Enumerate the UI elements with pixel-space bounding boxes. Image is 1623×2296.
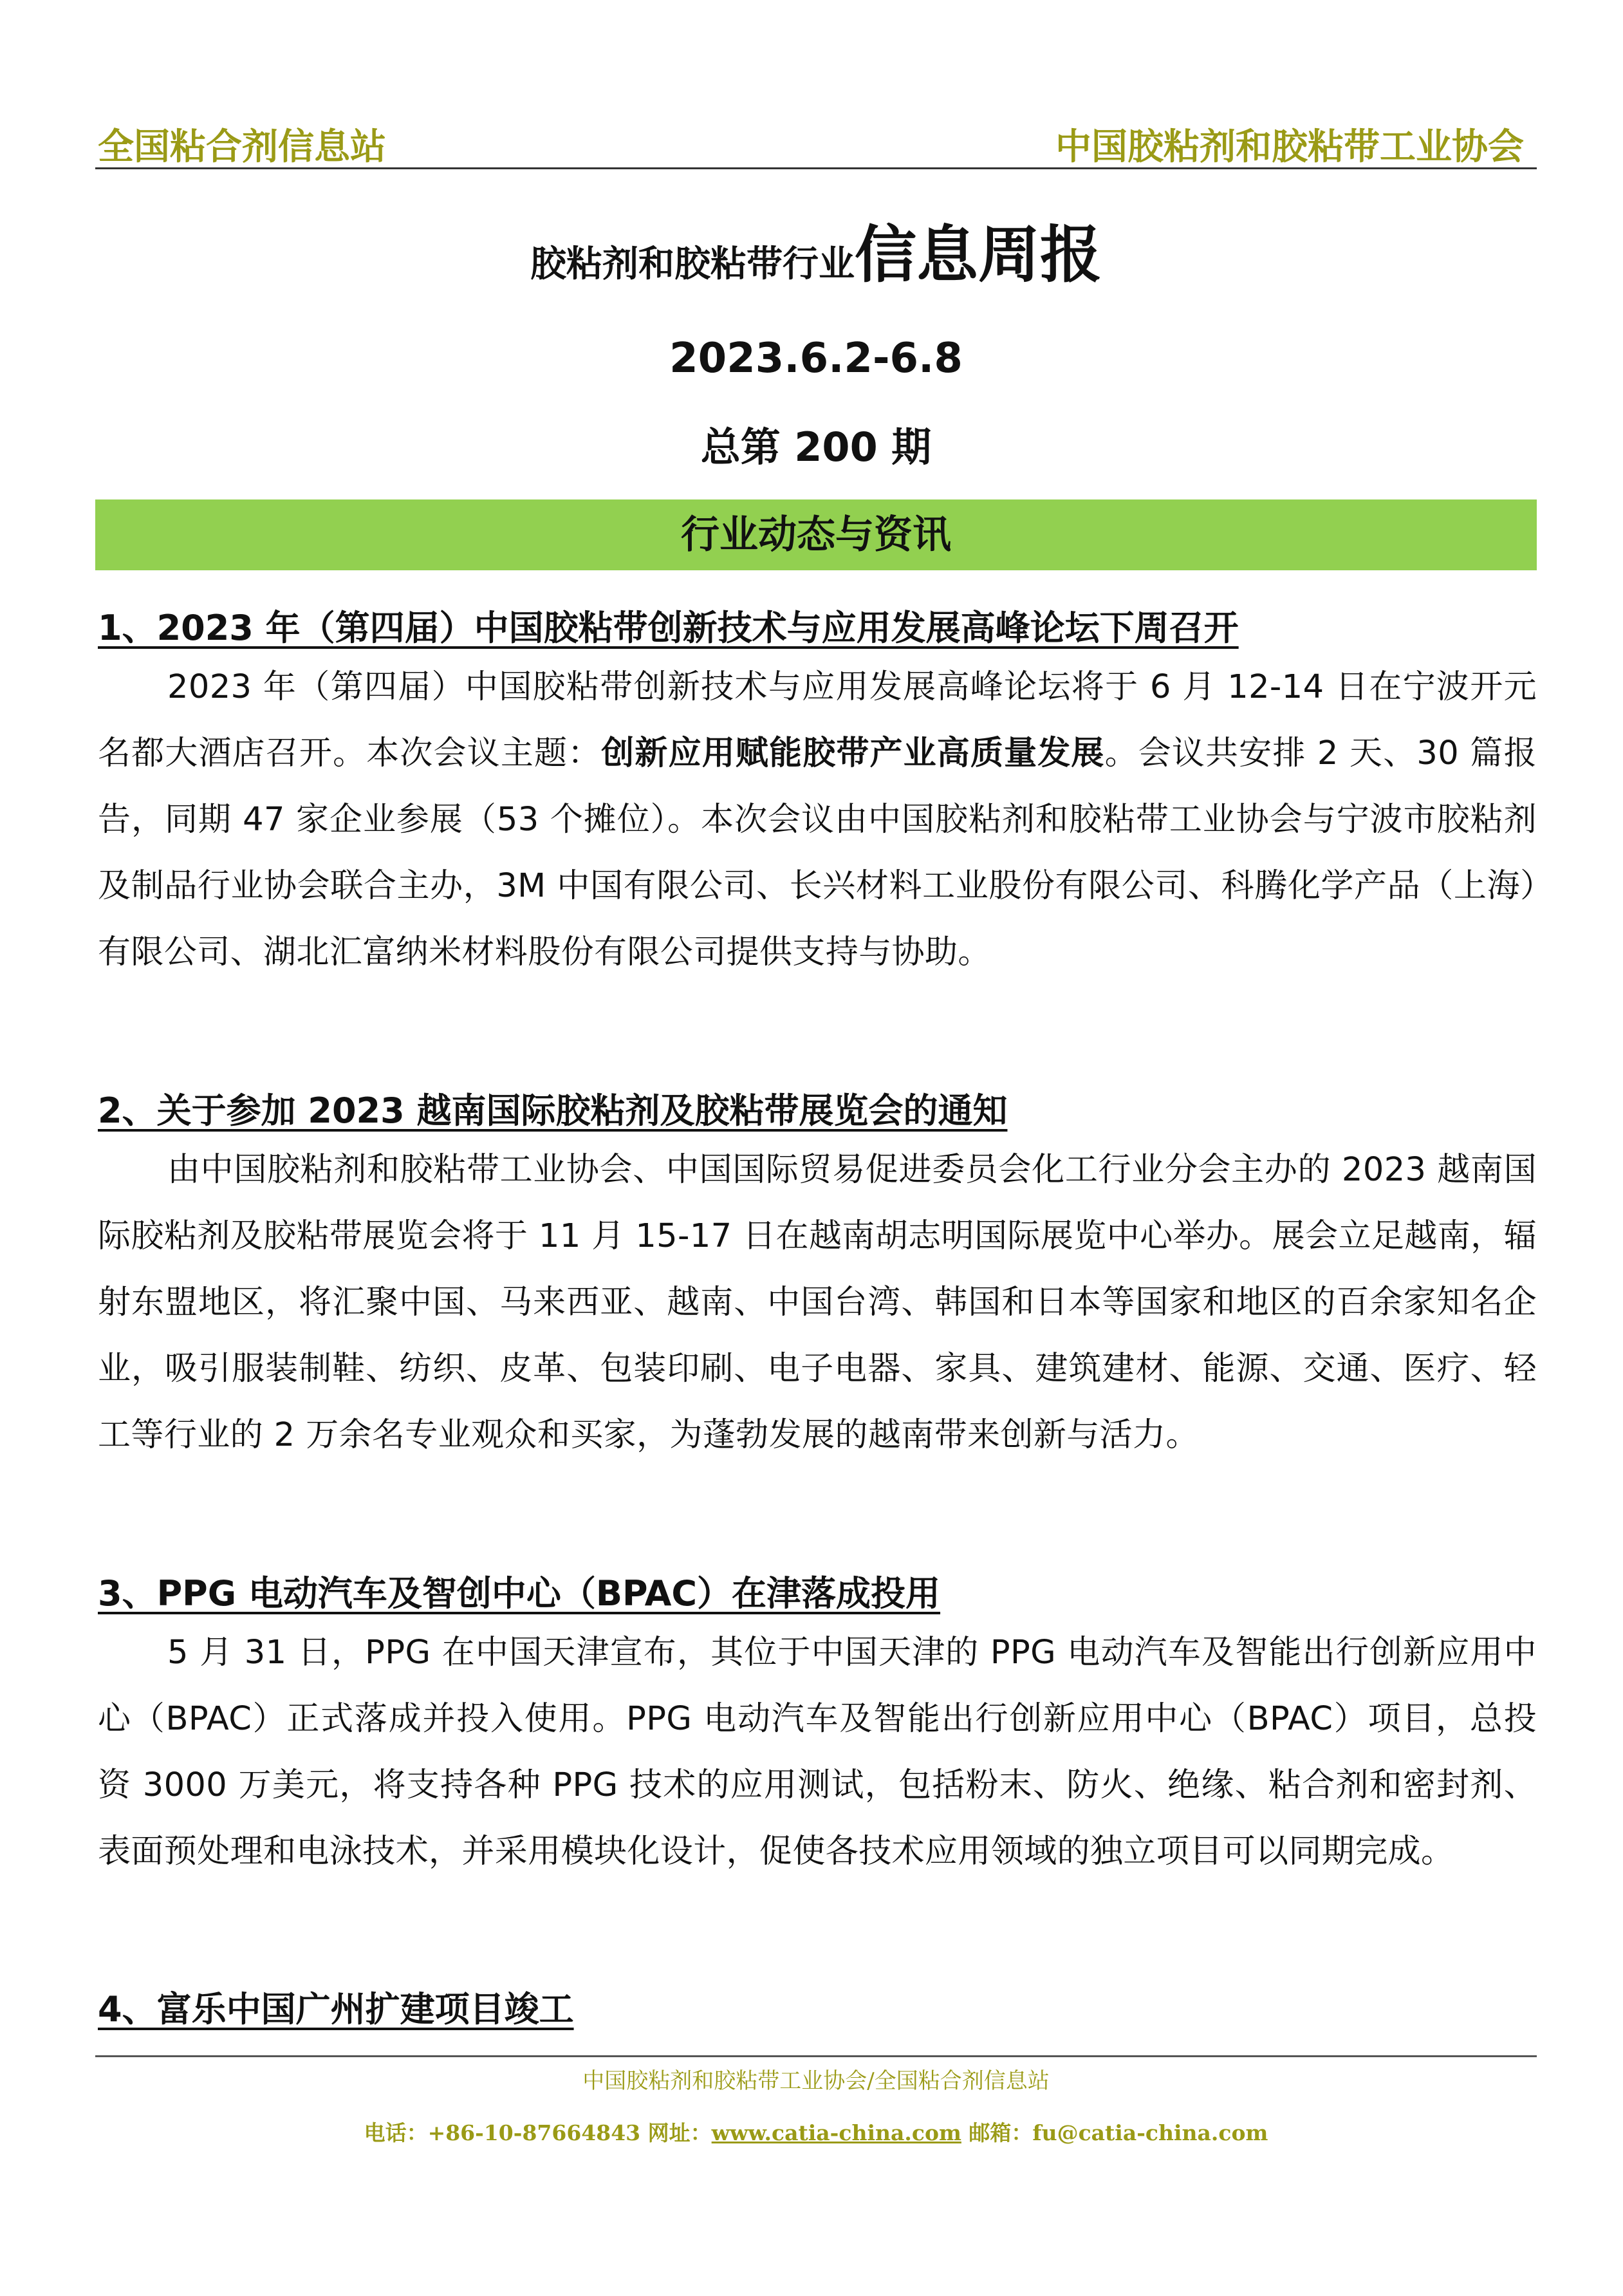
conference-theme: 创新应用赋能胶带产业高质量发展 xyxy=(601,734,1105,772)
phone-label: 电话： xyxy=(364,2120,428,2145)
website-link[interactable]: www.catia-china.com xyxy=(711,2120,961,2145)
email-address: fu@catia-china.com xyxy=(1032,2120,1268,2145)
phone-number: +86-10-87664843 xyxy=(427,2120,641,2145)
article-body: 由中国胶粘剂和胶粘带工业协会、中国国际贸易促进委员会化工行业分会主办的 2023 越南国际胶粘剂及胶粘带展览会将于 11 月 15-17 日在越南胡志明国际展览中心举办。展会立足越南，辐射东盟地区，将汇聚中国、马来西亚、越南、中国台湾、韩国和日本等国家和地区的百余家知名企业，吸引服装制鞋、纺织、皮革、包装印刷、电子电器、家具、建筑建材、能源、交通、医疗、轻工等行业的 2 万余名专业观众和买家，为蓬勃发展的越南带来创新与活力。 xyxy=(98,1151,1537,1454)
article-title: 4、富乐中国广州扩建项目竣工 xyxy=(98,1989,574,2030)
article-3 xyxy=(98,1568,1537,1885)
report-title xyxy=(95,206,1537,294)
article-title: 1、2023 年（第四届）中国胶粘带创新技术与应用发展高峰论坛下周召开 xyxy=(98,608,1239,648)
date-range: 2023.6.2-6.8 xyxy=(669,335,963,382)
footer-contact xyxy=(95,2116,1537,2147)
page-header xyxy=(95,117,1537,169)
article-1 xyxy=(98,602,1537,985)
article-title: 3、PPG 电动汽车及智创中心（BPAC）在津落成投用 xyxy=(98,1573,941,1614)
section-banner: 行业动态与资讯 xyxy=(95,499,1537,570)
issue-number: 总第 200 期 xyxy=(700,424,932,471)
article-4 xyxy=(98,1984,1537,2035)
email-label: 邮箱： xyxy=(969,2120,1033,2145)
report-title-emphasis: 信息周报 xyxy=(855,219,1102,291)
article-title: 2、关于参加 2023 越南国际胶粘剂及胶粘带展览会的通知 xyxy=(98,1090,1008,1131)
website-label: 网址： xyxy=(647,2120,712,2145)
header-right-org: 中国胶粘剂和胶粘带工业协会 xyxy=(1055,126,1524,168)
footer-divider xyxy=(95,2055,1537,2057)
report-title-prefix: 胶粘剂和胶粘带行业 xyxy=(530,243,855,285)
article-body: 5 月 31 日，PPG 在中国天津宣布，其位于中国天津的 PPG 电动汽车及智能出行创新应用中心（BPAC）正式落成并投入使用。PPG 电动汽车及智能出行创新应用中心（BPAC）项目，总投资 3000 万美元，将支持各种 PPG 技术的应用测试，包括粉末、防火、绝缘、粘合剂和密封剂、表面预处理和电泳技术，并采用模块化设计，促使各技术应用领域的独立项目可以同期完成。 xyxy=(98,1634,1537,1871)
article-body-text: 。会议共安排 2 天、30 篇报告，同期 47 家企业参展（53 个摊位）。本次会议由中国胶粘剂和胶粘带工业协会与宁波市胶粘剂及制品行业协会联合主办，3M 中国有限公司、长兴材料工业股份有限公司、科腾化学产品（上海）有限公司、湖北汇富纳米材料股份有限公司提供支持与协助。 xyxy=(98,734,1537,971)
article-body xyxy=(98,654,1537,985)
footer-org: 中国胶粘剂和胶粘带工业协会/全国粘合剂信息站 xyxy=(582,2068,1050,2094)
header-left-org: 全国粘合剂信息站 xyxy=(98,126,386,168)
article-2 xyxy=(98,1085,1537,1468)
article-body-text: 2023 年（第四届）中国胶粘带创新技术与应用发展高峰论坛将于 6 月 12-14 日在宁波开元名都大酒店召开。本次会议主题： xyxy=(98,668,1537,772)
